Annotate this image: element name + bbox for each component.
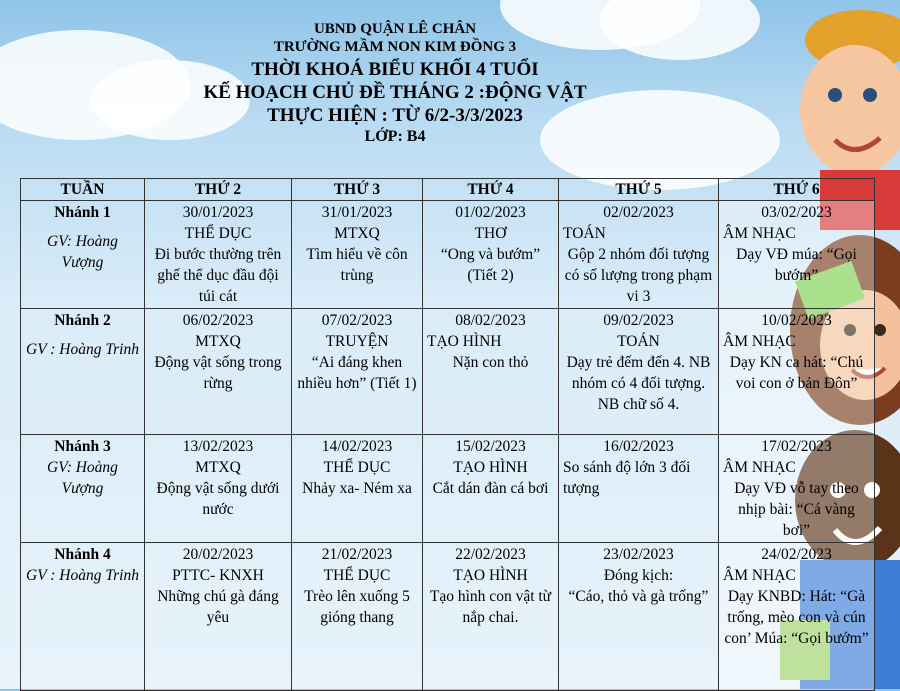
day-cell: [292, 435, 423, 543]
week-cell: [21, 201, 145, 309]
day-cell: [559, 201, 719, 309]
column-header: THỨ 4: [423, 179, 559, 201]
date-text: 24/02/2023: [761, 546, 832, 563]
day-cell: [719, 543, 875, 691]
content-text: Nặn con thỏ: [452, 354, 529, 371]
timetable: [20, 178, 875, 691]
content-text: Gộp 2 nhóm đối tượng có số lượng trong phạm vi 3: [564, 246, 713, 305]
teacher-name: GV : Hoàng Trinh: [26, 341, 139, 358]
date-text: 01/02/2023: [455, 204, 526, 221]
subject-text: ÂM NHẠC: [723, 459, 796, 476]
column-header: THỨ 5: [559, 179, 719, 201]
week-cell: [21, 309, 145, 435]
date-text: 21/02/2023: [321, 546, 393, 563]
subject-text: THỂ DỤC: [323, 567, 391, 584]
date-text: 08/02/2023: [455, 312, 526, 329]
day-cell: [423, 309, 559, 435]
day-cell: [423, 201, 559, 309]
date-text: 07/02/2023: [321, 312, 393, 329]
column-header: THỨ 2: [145, 179, 292, 201]
column-header: THỨ 6: [719, 179, 875, 201]
plan-title: KẾ HOẠCH CHỦ ĐỀ THÁNG 2 :ĐỘNG VẬT: [203, 82, 587, 103]
date-text: 23/02/2023: [603, 546, 674, 563]
date-text: 03/02/2023: [761, 204, 832, 221]
column-header: TUẦN: [21, 179, 145, 201]
week-cell: [21, 435, 145, 543]
day-cell: [145, 309, 292, 435]
class-label: LỚP: B4: [364, 128, 426, 145]
subject-text: TẠO HÌNH: [453, 567, 528, 584]
content-text: Tạo hình con vật từ nắp chai.: [429, 588, 552, 626]
content-text: Trèo lên xuống 5 gióng thang: [304, 588, 410, 626]
subject-text: TẠO HÌNH: [427, 333, 502, 350]
subject-text: TOÁN: [617, 333, 660, 350]
table-row: [21, 543, 875, 691]
week-name: Nhánh 1: [54, 204, 111, 221]
table-row: [21, 201, 875, 309]
content-text: “Ai đáng khen nhiều hơn” (Tiết 1): [297, 354, 417, 392]
day-cell: [292, 543, 423, 691]
content-text: Dạy KNBD: Hát: “Gà trống, mèo con và cún con’ Múa: “Gọi bướm”: [724, 588, 869, 647]
day-cell: [292, 309, 423, 435]
date-text: 16/02/2023: [603, 438, 674, 455]
date-text: 20/02/2023: [182, 546, 254, 563]
content-text: “Cáo, thỏ và gà trống”: [568, 588, 709, 605]
date-text: 30/01/2023: [182, 204, 254, 221]
content-text: Những chú gà đáng yêu: [157, 588, 279, 626]
subject-text: PTTC- KNXH: [172, 567, 264, 584]
day-cell: [145, 543, 292, 691]
day-cell: [292, 201, 423, 309]
teacher-name: GV : Hoàng Trinh: [26, 567, 139, 584]
subject-text: ÂM NHẠC: [723, 567, 796, 584]
teacher-name: GV: Hoàng Vượng: [47, 459, 118, 497]
content-text: Dạy VĐ vỗ tay theo nhịp bài: “Cá vàng bơi”: [734, 480, 859, 539]
teacher-name: GV: Hoàng Vượng: [47, 233, 118, 271]
day-cell: [559, 435, 719, 543]
subject-text: THỂ DỤC: [184, 225, 252, 242]
period-text: THỰC HIỆN : TỪ 6/2-3/3/2023: [267, 105, 523, 126]
content-text: Đi bước thường trên ghế thể dục đầu đội túi cát: [154, 246, 282, 305]
subject-text: THỂ DỤC: [323, 459, 391, 476]
day-cell: [423, 543, 559, 691]
date-text: 06/02/2023: [182, 312, 254, 329]
day-cell: [719, 435, 875, 543]
week-cell: [21, 543, 145, 691]
subject-text: TẠO HÌNH: [453, 459, 528, 476]
subject-text: ÂM NHẠC: [723, 225, 796, 242]
day-cell: [719, 309, 875, 435]
date-text: 31/01/2023: [321, 204, 393, 221]
date-text: 14/02/2023: [321, 438, 393, 455]
subject-text: TOÁN: [563, 225, 606, 242]
date-text: 02/02/2023: [603, 204, 674, 221]
subject-text: Đóng kịch:: [603, 567, 674, 584]
day-cell: [559, 543, 719, 691]
content-text: Động vật sống trong rừng: [154, 354, 282, 392]
day-cell: [719, 201, 875, 309]
date-text: 15/02/2023: [455, 438, 526, 455]
day-cell: [145, 201, 292, 309]
content-text: “Ong và bướm” (Tiết 2): [440, 246, 541, 284]
document-header: [0, 20, 790, 147]
subject-text: THƠ: [474, 225, 507, 242]
subject-text: MTXQ: [334, 225, 380, 242]
subject-text: ÂM NHẠC: [723, 333, 796, 350]
table-header-row: [21, 179, 875, 201]
content-text: Tìm hiểu về côn trùng: [306, 246, 408, 284]
date-text: 10/02/2023: [761, 312, 832, 329]
week-name: Nhánh 2: [54, 312, 111, 329]
day-cell: [145, 435, 292, 543]
date-text: 09/02/2023: [603, 312, 674, 329]
school-name: TRƯỜNG MẦM NON KIM ĐỒNG 3: [273, 39, 517, 55]
day-cell: [559, 309, 719, 435]
day-cell: [423, 435, 559, 543]
date-text: 22/02/2023: [455, 546, 526, 563]
table-row: [21, 309, 875, 435]
content-text: Động vật sống dưới nước: [156, 480, 280, 518]
week-name: Nhánh 4: [54, 546, 111, 563]
subject-text: MTXQ: [195, 459, 241, 476]
content-text: Dạy trẻ đếm đến 4. NB nhóm có 4 đối tượng. NB chữ số 4.: [566, 354, 711, 413]
table-row: [21, 435, 875, 543]
district-name: UBND QUẬN LÊ CHÂN: [313, 21, 477, 37]
content-text: Dạy VĐ múa: “Gọi bướm”: [736, 246, 857, 284]
content-text: Cắt dán đàn cá bơi: [432, 480, 549, 497]
subject-text: So sánh độ lớn 3 đối tượng: [563, 459, 691, 497]
content-text: Dạy KN ca hát: “Chú voi con ở bản Đôn”: [729, 354, 864, 392]
date-text: 17/02/2023: [761, 438, 832, 455]
content-text: Nhảy xa- Ném xa: [302, 480, 412, 497]
subject-text: MTXQ: [195, 333, 241, 350]
subject-text: TRUYỆN: [325, 333, 389, 350]
week-name: Nhánh 3: [54, 438, 111, 455]
date-text: 13/02/2023: [182, 438, 254, 455]
document-title: THỜI KHOÁ BIỂU KHỐI 4 TUỔI: [251, 59, 539, 80]
column-header: THỨ 3: [292, 179, 423, 201]
